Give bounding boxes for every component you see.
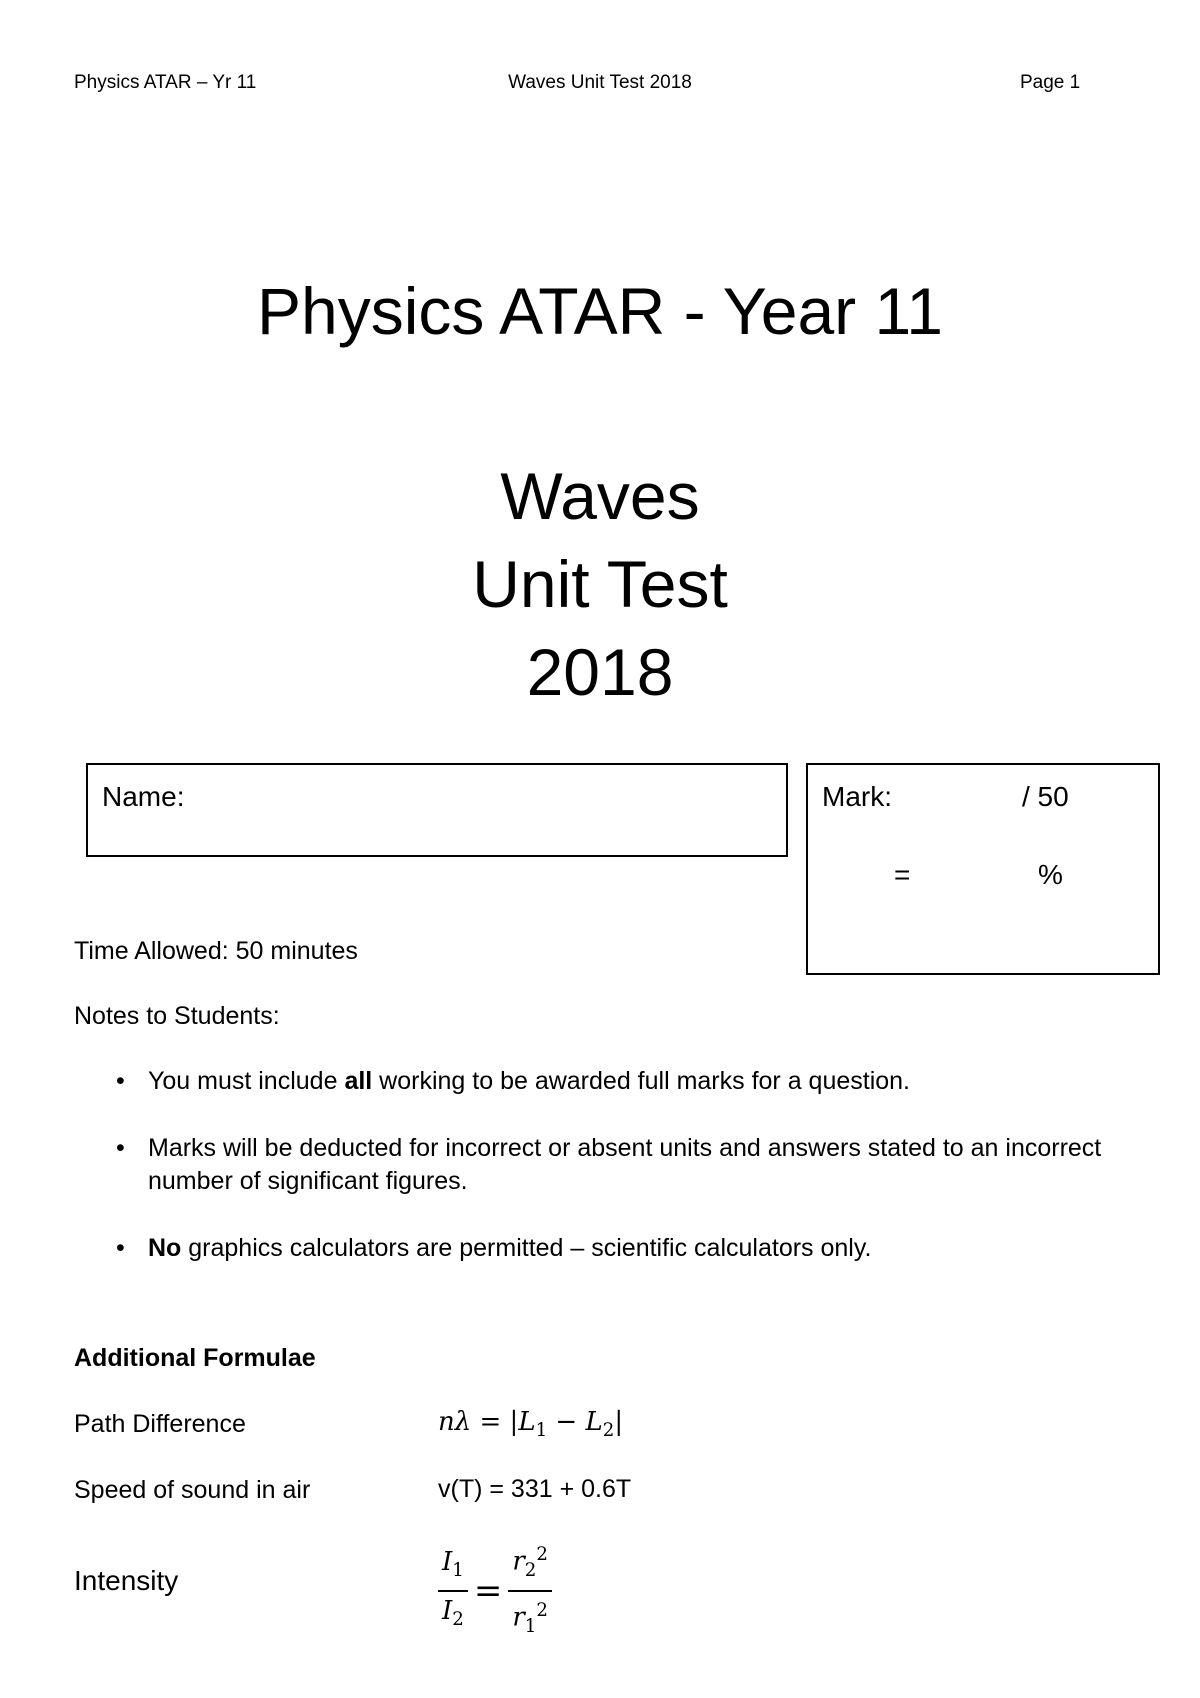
formula-subscript: 1: [535, 1420, 548, 1442]
notes-list: [110, 1065, 1150, 1299]
formula-operator: = |: [471, 1407, 519, 1437]
header-page-number: Page 1: [1020, 72, 1081, 93]
name-label: Name:: [102, 781, 185, 812]
note-emphasis: No: [148, 1234, 182, 1262]
test-title-block: [0, 452, 1200, 716]
note-text: graphics calculators are permitted – scientific calculators only.: [181, 1234, 872, 1262]
test-title-type: Unit Test: [472, 547, 728, 621]
formula-symbol: n: [438, 1407, 455, 1437]
formula-subscript: 1: [524, 1615, 537, 1637]
list-item: [110, 1232, 1150, 1265]
formula-symbol: L: [518, 1407, 536, 1437]
formula-subscript: 2: [524, 1559, 537, 1581]
note-text: You must include: [148, 1067, 345, 1095]
header-center: Waves Unit Test 2018: [508, 72, 692, 93]
formulae-title: Additional Formulae: [74, 1344, 316, 1372]
mark-out-of: / 50: [1022, 781, 1069, 812]
list-item: [110, 1132, 1150, 1198]
time-allowed: Time Allowed: 50 minutes: [74, 937, 358, 965]
formula-symbol: λ: [454, 1407, 472, 1437]
note-text: Marks will be deducted for incorrect or absent units and answers stated to an incorrect number of significant figures.: [148, 1134, 1102, 1195]
formula-symbol: I: [442, 1546, 453, 1577]
formula-symbol: L: [585, 1407, 603, 1437]
formula-operator: =: [473, 1570, 503, 1611]
intensity-formula: [438, 1536, 552, 1646]
formula-subscript: 1: [452, 1559, 464, 1581]
formula-operator: |: [614, 1407, 624, 1437]
formula-symbol: r: [512, 1546, 525, 1577]
mark-equals: =: [894, 859, 911, 890]
list-item: [110, 1065, 1150, 1098]
speed-of-sound-formula: v(T) = 331 + 0.6T: [438, 1475, 632, 1503]
test-title-topic: Waves: [500, 459, 700, 533]
test-title-year: 2018: [526, 635, 674, 709]
speed-of-sound-label: Speed of sound in air: [74, 1476, 311, 1504]
intensity-label: Intensity: [74, 1565, 179, 1596]
formula-operator: −: [547, 1407, 586, 1437]
notes-title: Notes to Students:: [74, 1002, 280, 1030]
mark-label: Mark:: [822, 781, 892, 812]
formula-superscript: 2: [536, 1544, 548, 1565]
note-emphasis: all: [344, 1067, 373, 1095]
intensity-right-fraction: [508, 1536, 552, 1646]
formula-subscript: 2: [452, 1609, 464, 1631]
path-difference-label: Path Difference: [74, 1410, 246, 1438]
formula-subscript: 2: [602, 1420, 615, 1442]
formula-symbol: I: [442, 1595, 453, 1626]
formula-superscript: 2: [536, 1599, 548, 1621]
name-box[interactable]: [86, 763, 788, 857]
page-title: Physics ATAR - Year 11: [257, 274, 943, 348]
note-text: working to be awarded full marks for a question.: [372, 1067, 911, 1095]
bullet-icon: •: [116, 1067, 125, 1095]
formula-symbol: r: [512, 1602, 525, 1633]
mark-box[interactable]: [806, 763, 1160, 975]
bullet-icon: •: [116, 1234, 125, 1262]
intensity-left-fraction: [438, 1543, 468, 1639]
mark-percent: %: [1038, 859, 1063, 890]
bullet-icon: •: [116, 1134, 125, 1162]
path-difference-formula: [438, 1407, 623, 1441]
header-left: Physics ATAR – Yr 11: [74, 72, 257, 93]
